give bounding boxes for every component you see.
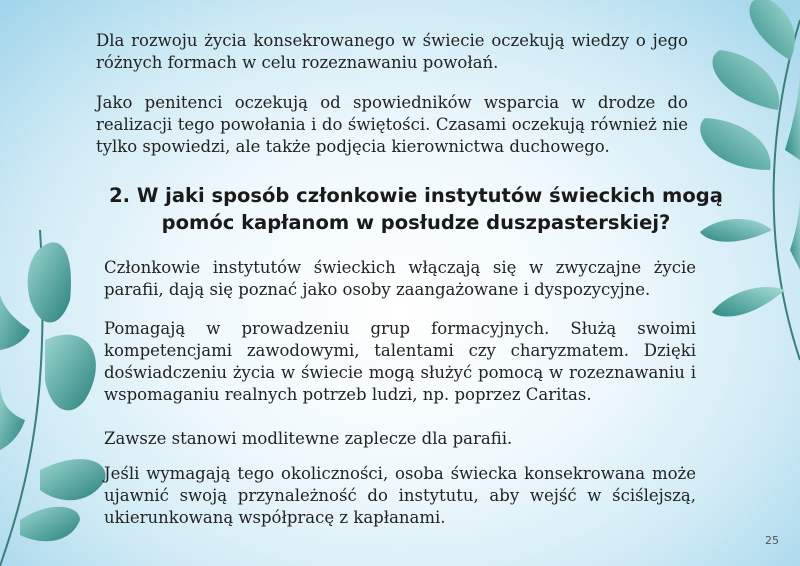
paragraph-1: Dla rozwoju życia konsekrowanego w świecie oczekują wiedzy o jego różnych formach w celu rozeznawaniu powołań. [96,31,688,72]
section-heading: 2. W jaki sposób członkowie instytutów świeckich mogą pomóc kapłanom w posłudze duszpasterskiej? [109,184,723,234]
paragraph-6: Jeśli wymagają tego okoliczności, osoba świecka konsekrowana może ujawnić swoją przynależność do instytutu, aby wejść w ściślejszą, ukierunkowaną współpracę z kapłanami. [104,464,696,527]
page-number: 25 [765,534,779,547]
paragraph-3: Członkowie instytutów świeckich włączają się w zwyczajne życie parafii, dają się poznać jako osoby zaangażowane i dyspozycyjne. [104,258,696,299]
paragraph-4: Pomagają w prowadzeniu grup formacyjnych. Służą swoimi kompetencjami zawodowymi, talentami czy charyzmatem. Dzięki doświadczeniu życia w świecie mogą służyć pomocą w rozeznawaniu i wspomaganiu realnych potrzeb ludzi, np. poprzez Caritas. [104,319,696,404]
leaf-branch-left-icon [0,230,106,566]
leaf-branch-right-icon [700,0,800,360]
paragraph-2: Jako penitenci oczekują od spowiedników wsparcia w drodze do realizacji tego powołania i do świętości. Czasami oczekują również nie tylko spowiedzi, ale także podjęcia kierownictwa duchowego. [96,93,688,156]
paragraph-5: Zawsze stanowi modlitewne zaplecze dla parafii. [104,429,513,448]
